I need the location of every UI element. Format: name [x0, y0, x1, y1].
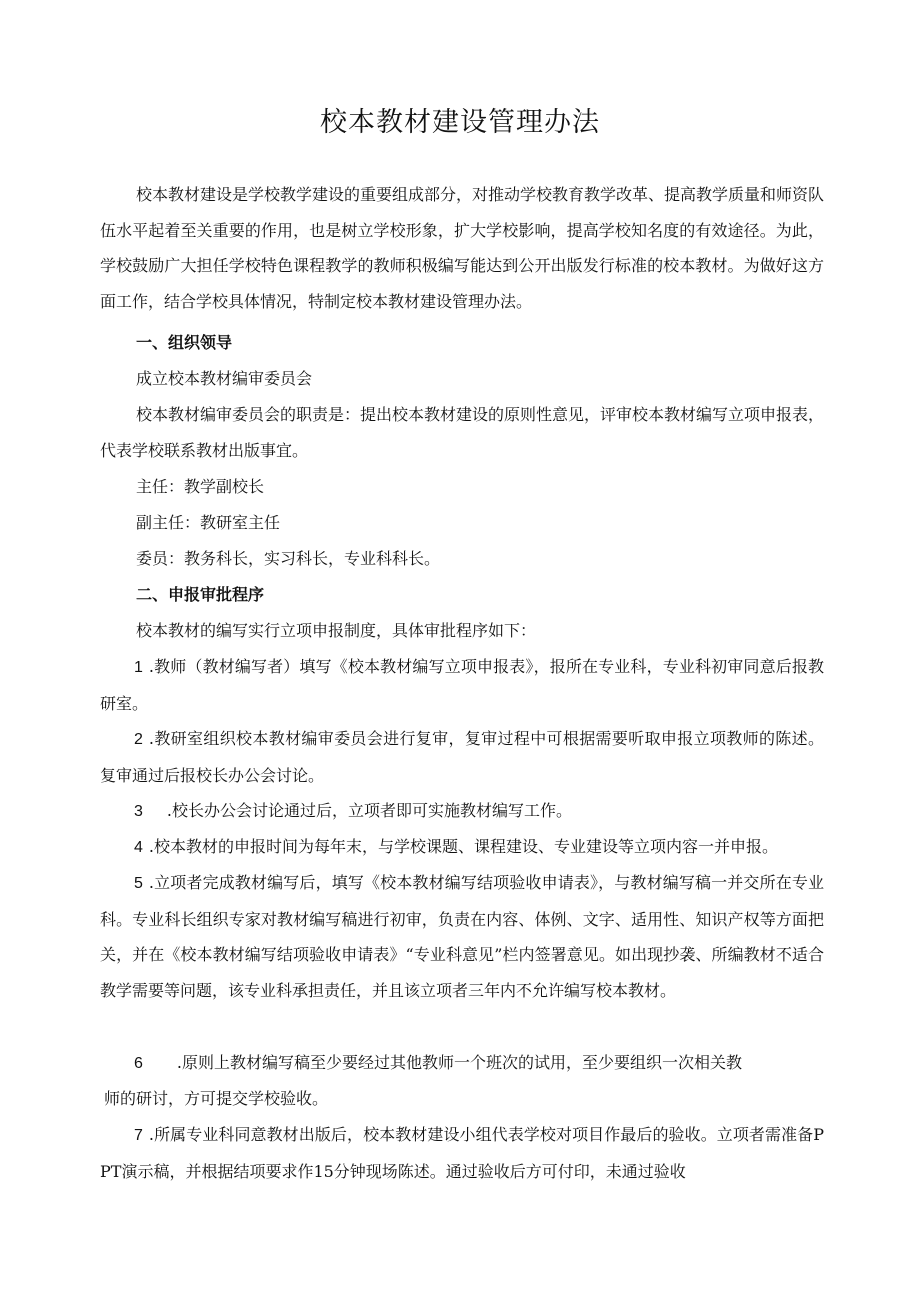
committee-duties-paragraph: 校本教材编审委员会的职责是：提出校本教材建设的原则性意见，评审校本教材编写立项申报表，代表学校联系教材出版事宜。 [100, 405, 825, 460]
procedure-item-3 [100, 793, 824, 830]
procedure-item-7 [100, 1117, 824, 1189]
item-text: .教研室组织校本教材编审委员会进行复审，复审过程中可根据需要听取申报立项教师的陈述。复审通过后报校长办公会讨论。 [100, 729, 824, 785]
item-number: 6 [134, 1055, 143, 1072]
procedure-intro: 校本教材的编写实行立项申报制度，具体审批程序如下： [136, 621, 537, 640]
item-number: 3 [134, 803, 143, 820]
procedure-item-6 [100, 1045, 824, 1082]
item-text: .校长办公会讨论通过后，立项者即可实施教材编写工作。 [166, 801, 572, 820]
document-title: 校本教材建设管理办法 [320, 107, 600, 138]
procedure-item-2 [100, 721, 824, 793]
section-heading-procedure: 二、申报审批程序 [136, 585, 265, 604]
director-line: 主任：教学副校长 [136, 477, 265, 496]
item-number: 5 [134, 875, 143, 892]
item-text: .立项者完成教材编写后，填写《校本教材编写结项验收申请表》，与教材编写稿一并交所在专业科。专业科长组织专家对教材编写稿进行初审，负责在内容、体例、文字、适用性、知识产权等方面把关，并在《校本教材编写结项验收申请表》“专业科意见”栏内签署意见。如出现抄袭、所编教材不适合教学需要等问题，该专业科承担责任，并且该立项者三年内不允许编写校本教材。 [100, 873, 824, 1000]
procedure-item-6-continuation: 师的研讨，方可提交学校验收。 [104, 1089, 329, 1108]
procedure-item-1 [100, 649, 824, 721]
procedure-item-4 [100, 829, 824, 866]
item-text: .所属专业科同意教材出版后，校本教材建设小组代表学校对项目作最后的验收。立项者需准备PPT演示稿，并根据结项要求作15分钟现场陈述。通过验收后方可付印，未通过验收 [100, 1125, 824, 1181]
item-number: 7 [134, 1127, 143, 1144]
deputy-director-line: 副主任：教研室主任 [136, 513, 281, 532]
section-heading-organization: 一、组织领导 [136, 333, 233, 352]
item-number: 1 [134, 659, 143, 676]
item-text: .原则上教材编写稿至少要经过其他教师一个班次的试用，至少要组织一次相关教 [176, 1053, 742, 1072]
item-number: 4 [134, 839, 143, 856]
members-line: 委员：教务科长，实习科长，专业科科长。 [136, 549, 441, 568]
procedure-item-5 [100, 865, 824, 1008]
committee-paragraph: 成立校本教材编审委员会 [136, 369, 313, 388]
item-number: 2 [134, 731, 143, 748]
item-text: .校本教材的申报时间为每年末，与学校课题、课程建设、专业建设等立项内容一并申报。 [148, 837, 778, 856]
intro-paragraph: 校本教材建设是学校教学建设的重要组成部分，对推动学校教育教学改革、提高教学质量和师资队伍水平起着至关重要的作用，也是树立学校形象，扩大学校影响，提高学校知名度的有效途径。为此，学校鼓励广大担任学校特色课程教学的教师积极编写能达到公开出版发行标准的校本教材。为做好这方面工作，结合学校具体情况，特制定校本教材建设管理办法。 [100, 185, 825, 311]
item-text: .教师（教材编写者）填写《校本教材编写立项申报表》，报所在专业科，专业科初审同意后报教研室。 [100, 657, 824, 713]
